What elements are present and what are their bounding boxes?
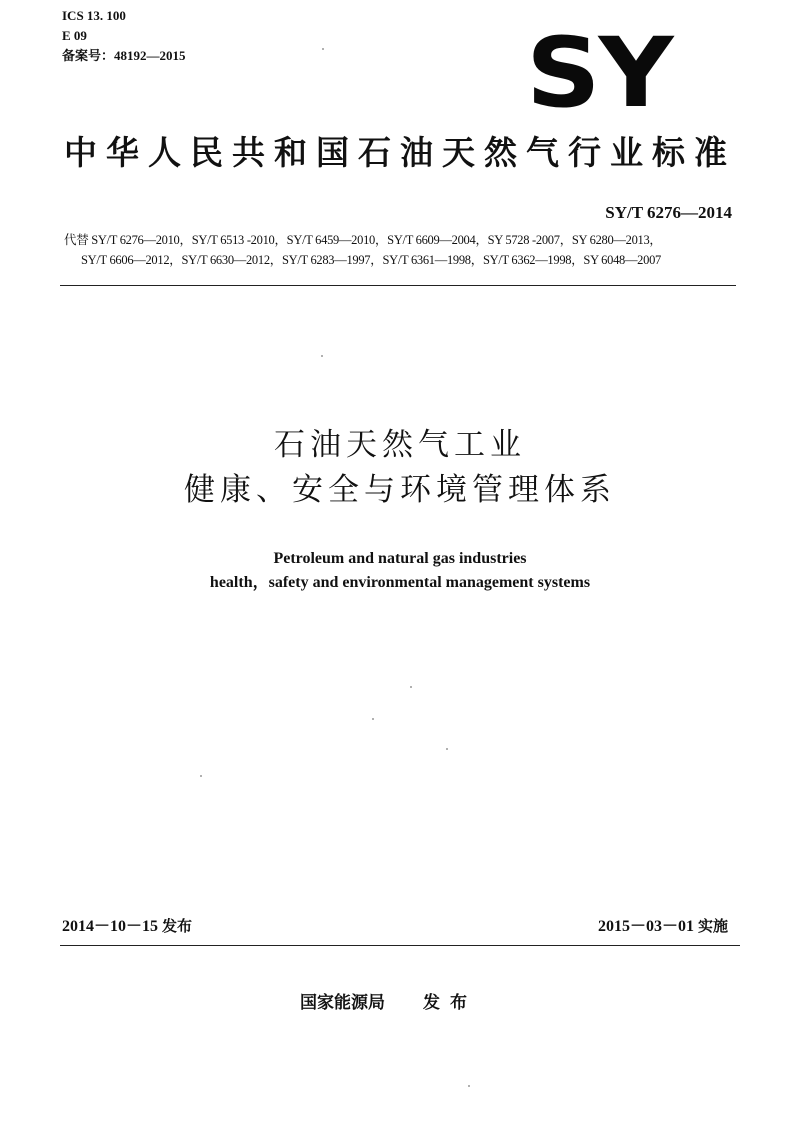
scan-speck	[321, 355, 323, 357]
implementation-date-value: 2015－03－01	[597, 918, 694, 935]
bottom-divider	[60, 945, 740, 946]
ccs-code: E 09	[62, 28, 87, 43]
implementation-date-label: 实施	[697, 917, 728, 935]
scan-speck	[200, 775, 202, 777]
scan-speck	[372, 718, 374, 720]
english-title-line-1: Petroleum and natural gas industries	[273, 550, 527, 567]
implementation-date	[598, 915, 728, 938]
scan-speck	[446, 748, 448, 750]
publisher-name: 国家能源局	[300, 993, 385, 1013]
chinese-title-line-1: 石油天然气工业	[274, 427, 526, 463]
scan-speck	[410, 686, 412, 688]
scan-speck	[468, 1085, 470, 1087]
issue-date	[62, 915, 192, 938]
publisher	[300, 990, 477, 1016]
issue-date-label: 发布	[162, 917, 193, 935]
record-number: 备案号：48192—2015	[62, 48, 186, 63]
top-divider	[60, 285, 736, 286]
replaces-line-1: 代替 SY/T 6276—2010，SY/T 6513 -2010，SY/T 6459—2010，SY/T 6609—2004，SY 5728 -2007，SY 6280—2013，	[64, 233, 662, 247]
sy-logo: SY	[526, 17, 672, 129]
ics-code: ICS 13. 100	[62, 8, 126, 23]
publisher-action: 发布	[423, 993, 477, 1013]
english-title-line-2: health，safety and environmental management systems	[209, 574, 591, 591]
replaces-line-2: SY/T 6606—2012，SY/T 6630—2012，SY/T 6283—1997，SY/T 6361—1998，SY/T 6362—1998，SY 6048—2007	[81, 253, 661, 267]
industry-standard-title: 中华人民共和国石油天然气行业标准	[64, 133, 736, 172]
standard-number: SY/T 6276—2014	[605, 203, 732, 222]
chinese-title-line-2: 健康、安全与环境管理体系	[184, 472, 616, 508]
issue-date-value: 2014－10－15	[62, 918, 159, 935]
scan-speck	[322, 48, 324, 50]
